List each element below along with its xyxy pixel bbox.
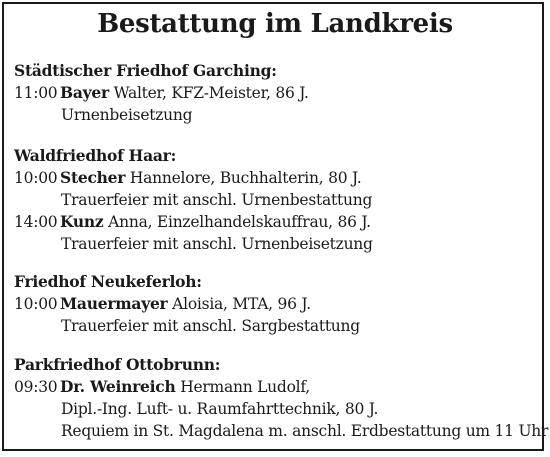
entry-surname: Bayer <box>60 83 109 102</box>
entry-details: Walter, KFZ-Meister, 86 J. <box>113 84 309 102</box>
cemetery-heading: Parkfriedhof Ottobrunn: <box>14 355 221 374</box>
entry-time: 10:00 <box>14 295 58 313</box>
entry-profession: Dipl.-Ing. Luft- u. Raumfahrttechnik, 80 J. <box>61 400 379 418</box>
entry-time: 10:00 <box>14 169 58 187</box>
cemetery-section-ottobrunn <box>14 354 549 442</box>
cemetery-heading: Friedhof Neukeferloh: <box>14 272 202 291</box>
entry-details: Hannelore, Buchhalterin, 80 J. <box>129 169 362 187</box>
cemetery-heading: Städtischer Friedhof Garching: <box>14 61 277 80</box>
cemetery-section-neukeferloh <box>14 271 544 337</box>
funeral-entry <box>14 211 544 233</box>
entry-time: 14:00 <box>14 213 58 231</box>
entry-ceremony: Urnenbeisetzung <box>61 106 193 124</box>
entry-surname: Stecher <box>60 168 126 187</box>
entry-surname: Mauermayer <box>60 294 168 313</box>
entry-time: 09:30 <box>14 378 58 396</box>
page-title: Bestattung im Landkreis <box>97 9 453 39</box>
funeral-entry <box>14 82 544 104</box>
cemetery-heading: Waldfriedhof Haar: <box>14 146 177 165</box>
entry-time: 11:00 <box>14 84 58 102</box>
entry-ceremony: Trauerfeier mit anschl. Urnenbeisetzung <box>61 235 373 253</box>
cemetery-section-garching <box>14 60 544 126</box>
cemetery-section-haar <box>14 145 544 255</box>
funeral-entry <box>14 293 544 315</box>
entry-details: Hermann Ludolf, <box>180 378 310 396</box>
entry-details: Aloisia, MTA, 96 J. <box>172 295 311 313</box>
entry-ceremony: Trauerfeier mit anschl. Urnenbestattung <box>61 191 373 209</box>
funeral-entry <box>14 376 544 398</box>
entry-surname: Dr. Weinreich <box>60 377 176 396</box>
entry-ceremony: Requiem in St. Magdalena m. anschl. Erdbestattung um 11 Uhr <box>61 422 549 440</box>
entry-details: Anna, Einzelhandelskauffrau, 86 J. <box>108 213 371 231</box>
funeral-entry <box>14 167 544 189</box>
entry-surname: Kunz <box>60 212 104 231</box>
entry-ceremony: Trauerfeier mit anschl. Sargbestattung <box>61 317 360 335</box>
